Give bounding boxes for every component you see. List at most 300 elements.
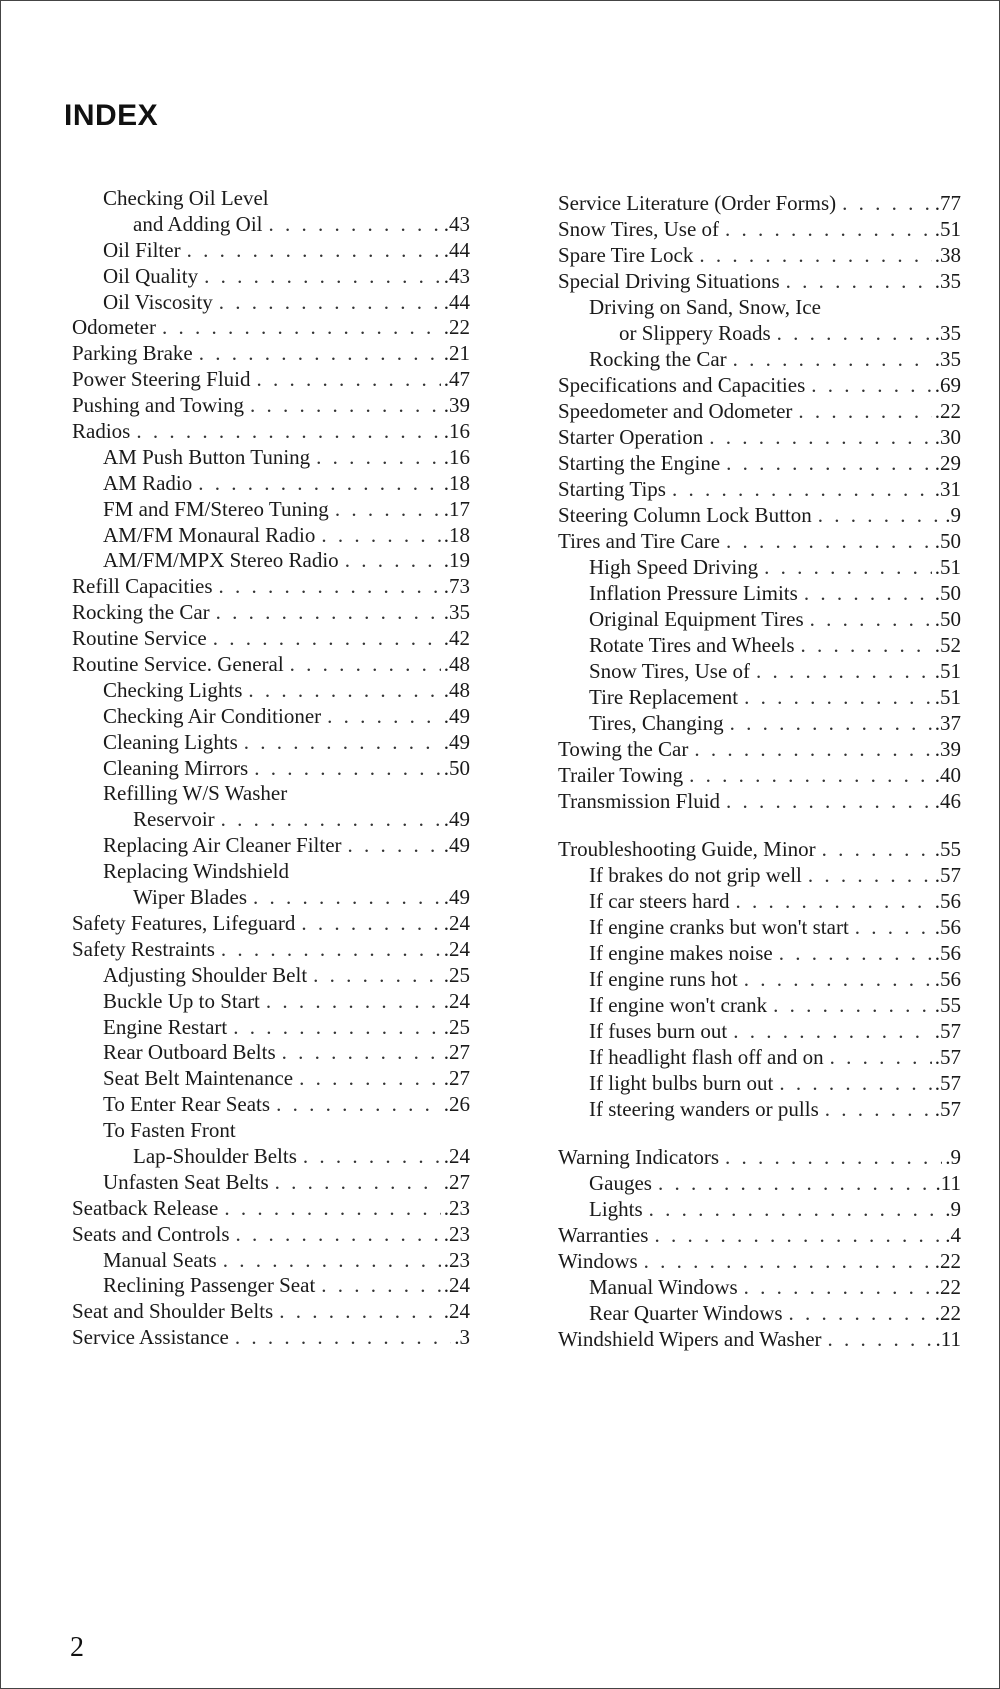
index-entry (558, 1248, 961, 1274)
index-entry (72, 704, 470, 730)
index-entry-page: .57 (934, 1045, 961, 1069)
index-entry-label: Refilling W/S Washer (103, 781, 288, 806)
index-entry (558, 836, 961, 862)
dot-leader (726, 528, 932, 554)
dot-leader (253, 885, 441, 911)
index-entry-label: Rocking the Car (72, 600, 210, 625)
index-entry-page: .50 (443, 755, 470, 780)
index-entry-label: Routine Service. General (72, 652, 284, 677)
index-entry-page: .22 (934, 1275, 961, 1299)
index-entry-label: Checking Oil Level (103, 186, 269, 210)
index-entry-label: Lap-Shoulder Belts (133, 1143, 297, 1168)
index-entry-page: .48 (443, 677, 470, 702)
dot-leader (744, 684, 932, 710)
index-entry (558, 992, 961, 1018)
index-entry (72, 445, 470, 471)
index-entry-page: .51 (934, 217, 961, 241)
index-entry (558, 502, 961, 528)
index-entry-label: Reservoir (133, 807, 215, 832)
index-entry (72, 626, 470, 652)
index-entry-label: Troubleshooting Guide, Minor (558, 837, 816, 861)
index-entry-page: .11 (935, 1327, 961, 1351)
index-entry-page: .55 (934, 993, 961, 1017)
index-entry-page: .25 (443, 1014, 470, 1039)
dot-leader (822, 836, 932, 862)
dot-leader (321, 523, 440, 549)
index-entry (558, 1044, 961, 1070)
index-entry-label: Steering Column Lock Button (558, 503, 812, 527)
index-entry (72, 1222, 470, 1248)
index-entry-page: .40 (934, 763, 961, 787)
index-entry (72, 1196, 470, 1222)
index-entry (558, 1096, 961, 1122)
dot-leader (744, 1274, 932, 1300)
index-entry-label: Special Driving Situations (558, 269, 780, 293)
index-entry-page: .18 (443, 470, 470, 495)
dot-leader (345, 548, 441, 574)
dot-leader (726, 788, 932, 814)
dot-leader (733, 346, 932, 372)
index-entry-page: .22 (934, 1301, 961, 1325)
dot-leader (204, 264, 441, 290)
index-entry-label: Tire Replacement (589, 685, 739, 709)
index-entry (72, 807, 470, 833)
index-entry (72, 574, 470, 600)
index-entry (558, 1274, 961, 1300)
index-entry-label: Snow Tires, Use of (589, 659, 751, 683)
dot-leader (725, 1144, 942, 1170)
index-entry-label: Seat and Shoulder Belts (72, 1299, 274, 1324)
index-entry-label: If light bulbs burn out (589, 1071, 774, 1095)
index-entry-page: .48 (443, 652, 470, 677)
index-entry-label: Spare Tire Lock (558, 243, 694, 267)
index-entry (72, 419, 470, 445)
dot-leader (233, 1015, 441, 1041)
index-entry-label: Adjusting Shoulder Belt (103, 962, 308, 987)
page-number: 2 (70, 1632, 84, 1663)
index-entry-label: If headlight flash off and on (589, 1045, 824, 1069)
dot-leader (257, 367, 441, 393)
index-entry-page: .24 (443, 988, 470, 1013)
index-entry-label: Routine Service (72, 626, 207, 651)
dot-leader (335, 497, 441, 523)
dot-leader (764, 554, 932, 580)
index-entry-page: .30 (934, 425, 961, 449)
index-entry-page: .50 (934, 529, 961, 553)
index-entry (72, 885, 470, 911)
index-entry (558, 606, 961, 632)
index-entry-page: .16 (443, 444, 470, 469)
index-entry-label: Replacing Air Cleaner Filter (103, 833, 342, 858)
index-entry (72, 1170, 470, 1196)
index-entry-label: Wiper Blades (133, 885, 248, 910)
index-entry (72, 523, 470, 549)
dot-leader (235, 1325, 451, 1351)
index-entry-label: Inflation Pressure Limits (589, 581, 798, 605)
index-entry-label: Seats and Controls (72, 1221, 230, 1246)
index-entry (558, 788, 961, 814)
index-entry (558, 424, 961, 450)
index-entry (558, 346, 961, 372)
index-entry-page: .77 (934, 191, 961, 215)
dot-leader (213, 626, 441, 652)
index-entry-label: Pushing and Towing (72, 393, 244, 418)
index-entry (72, 1299, 470, 1325)
index-entry-label: Manual Windows (589, 1275, 738, 1299)
index-entry (72, 238, 470, 264)
index-entry-page: .31 (934, 477, 961, 501)
dot-leader (276, 1092, 441, 1118)
index-entry-page: .35 (934, 347, 961, 371)
index-entry (72, 341, 470, 367)
index-entry (72, 1144, 470, 1170)
dot-leader (801, 632, 932, 658)
index-entry-page: .19 (443, 548, 470, 573)
dot-leader (644, 1248, 932, 1274)
index-entry (72, 600, 470, 626)
index-entry-label: Starting Tips (558, 477, 666, 501)
index-entry-page: .55 (934, 837, 961, 861)
index-entry (558, 888, 961, 914)
index-entry (72, 290, 470, 316)
index-entry (558, 580, 961, 606)
index-entry (558, 658, 961, 684)
dot-leader (830, 1044, 932, 1070)
index-entry (72, 1040, 470, 1066)
index-entry-page: .35 (934, 269, 961, 293)
dot-leader (786, 268, 932, 294)
index-entry-page: .73 (443, 574, 470, 599)
index-entry-label: Lights (589, 1197, 643, 1221)
dot-leader (672, 476, 932, 502)
section-gap (558, 1122, 961, 1144)
index-entry-page: .57 (934, 863, 961, 887)
dot-leader (199, 341, 441, 367)
dot-leader (221, 937, 441, 963)
dot-leader (198, 471, 441, 497)
index-entry-label: Warranties (558, 1223, 649, 1247)
dot-leader (808, 862, 932, 888)
index-entry (558, 216, 961, 242)
index-entry (72, 859, 470, 885)
dot-leader (224, 1196, 440, 1222)
dot-leader (136, 419, 440, 445)
index-entry-page: .49 (443, 703, 470, 728)
index-entry-page: .37 (934, 711, 961, 735)
index-entry-label: Odometer (72, 315, 156, 340)
dot-leader (736, 888, 932, 914)
dot-leader (216, 600, 441, 626)
dot-leader (244, 730, 441, 756)
index-entry-label: Starter Operation (558, 425, 704, 449)
index-entry-label: If engine makes noise (589, 941, 773, 965)
index-entry-page: .51 (934, 555, 961, 579)
index-entry-page: .21 (443, 341, 470, 366)
index-entry-page: .9 (945, 1145, 961, 1169)
index-entry (72, 1118, 470, 1144)
index-entry (558, 528, 961, 554)
index-entry-label: Warning Indicators (558, 1145, 720, 1169)
index-entry-label: Safety Features, Lifeguard (72, 910, 296, 935)
index-entry-label: Gauges (589, 1171, 652, 1195)
dot-leader (842, 190, 932, 216)
index-entry-label: Refill Capacities (72, 574, 213, 599)
index-entry-page: .44 (443, 237, 470, 262)
dot-leader (777, 320, 932, 346)
dot-leader (236, 1222, 441, 1248)
index-column-right (558, 190, 961, 1352)
index-entry-label: AM Push Button Tuning (103, 444, 311, 469)
index-entry-page: .3 (454, 1325, 470, 1350)
dot-leader (709, 424, 932, 450)
index-entry-label: Speedometer and Odometer (558, 399, 793, 423)
index-entry-label: Service Assistance (72, 1325, 229, 1350)
dot-leader (187, 238, 441, 264)
dot-leader (248, 678, 440, 704)
index-entry-page: .24 (443, 1143, 470, 1168)
index-entry-label: Service Literature (Order Forms) (558, 191, 837, 215)
index-entry-page: .11 (935, 1171, 961, 1195)
index-entry-label: Driving on Sand, Snow, Ice (589, 295, 821, 319)
index-entry-page: .39 (443, 393, 470, 418)
index-entry-label: If car steers hard (589, 889, 730, 913)
dot-leader (658, 1170, 933, 1196)
dot-leader (279, 1299, 441, 1325)
index-entry-page: .56 (934, 941, 961, 965)
index-entry-label: Rear Outboard Belts (103, 1040, 276, 1065)
index-entry-label: Towing the Car (558, 737, 689, 761)
index-entry (72, 911, 470, 937)
index-entry-label: Tires and Tire Care (558, 529, 720, 553)
index-entry-label: Buckle Up to Start (103, 988, 260, 1013)
index-entry (72, 186, 470, 212)
index-entry-label: Trailer Towing (558, 763, 684, 787)
index-entry-page: .27 (443, 1169, 470, 1194)
index-entry (72, 548, 470, 574)
dot-leader (266, 989, 441, 1015)
index-entry-label: Checking Air Conditioner (103, 703, 322, 728)
index-entry (72, 497, 470, 523)
page-title: INDEX (64, 99, 159, 132)
dot-leader (316, 445, 441, 471)
dot-leader (348, 833, 441, 859)
index-entry (72, 264, 470, 290)
index-entry-page: .49 (443, 729, 470, 754)
index-entry (558, 372, 961, 398)
index-entry-page: .51 (934, 685, 961, 709)
index-entry-page: .42 (443, 626, 470, 651)
dot-leader (299, 1066, 441, 1092)
index-entry (72, 315, 470, 341)
dot-leader (219, 574, 441, 600)
index-entry-page: .9 (945, 1197, 961, 1221)
dot-leader (818, 502, 943, 528)
index-entry (72, 471, 470, 497)
index-column-left (72, 186, 470, 1351)
index-entry-page: .47 (443, 367, 470, 392)
dot-leader (250, 393, 441, 419)
index-entry-label: Oil Filter (103, 237, 181, 262)
index-entry-label: FM and FM/Stereo Tuning (103, 496, 329, 521)
index-entry-label: If steering wanders or pulls (589, 1097, 819, 1121)
index-entry-label: High Speed Driving (589, 555, 759, 579)
index-entry-label: If engine cranks but won't start (589, 915, 849, 939)
index-entry-label: If engine runs hot (589, 967, 738, 991)
index-entry (558, 632, 961, 658)
dot-leader (313, 963, 441, 989)
dot-leader (162, 315, 441, 341)
index-entry (558, 190, 961, 216)
dot-leader (219, 290, 441, 316)
index-entry-label: Windows (558, 1249, 638, 1273)
index-entry (72, 1273, 470, 1299)
index-entry-page: .17 (443, 496, 470, 521)
dot-leader (282, 1040, 441, 1066)
index-entry (558, 398, 961, 424)
index-entry (558, 914, 961, 940)
index-entry-label: AM/FM Monaural Radio (103, 522, 316, 547)
dot-leader (733, 1018, 932, 1044)
dot-leader (756, 658, 932, 684)
index-entry (558, 294, 961, 320)
index-entry-label: Oil Viscosity (103, 289, 213, 314)
index-entry-label: Manual Seats (103, 1247, 217, 1272)
index-entry-label: Rocking the Car (589, 347, 727, 371)
index-entry-page: .35 (934, 321, 961, 345)
index-entry-label: Tires, Changing (589, 711, 724, 735)
dot-leader (275, 1170, 441, 1196)
index-entry-page: .23 (443, 1195, 470, 1220)
index-entry (558, 966, 961, 992)
index-entry-page: .44 (443, 289, 470, 314)
index-entry (72, 1325, 470, 1351)
index-entry-label: If fuses burn out (589, 1019, 728, 1043)
index-entry-label: Unfasten Seat Belts (103, 1169, 269, 1194)
dot-leader (254, 756, 441, 782)
index-entry-page: .46 (934, 789, 961, 813)
index-entry (72, 730, 470, 756)
index-entry (558, 710, 961, 736)
index-entry-page: .9 (945, 503, 961, 527)
index-entry (558, 450, 961, 476)
index-entry-page: .52 (934, 633, 961, 657)
index-entry-label: If brakes do not grip well (589, 863, 802, 887)
dot-leader (321, 1273, 440, 1299)
index-entry (558, 320, 961, 346)
index-entry-page: .49 (443, 833, 470, 858)
index-entry (72, 393, 470, 419)
index-entry-page: .57 (934, 1071, 961, 1095)
index-entry (72, 989, 470, 1015)
index-entry-label: To Enter Rear Seats (103, 1092, 271, 1117)
index-entry (558, 1018, 961, 1044)
index-entry-page: .39 (934, 737, 961, 761)
index-entry-page: .25 (443, 962, 470, 987)
index-entry-label: Engine Restart (103, 1014, 228, 1039)
index-entry-page: .56 (934, 889, 961, 913)
index-entry (558, 940, 961, 966)
index-entry-label: Seat Belt Maintenance (103, 1066, 294, 1091)
index-entry (558, 1144, 961, 1170)
index-entry (558, 684, 961, 710)
index-entry-page: .35 (443, 600, 470, 625)
index-entry (558, 1196, 961, 1222)
index-entry-label: Parking Brake (72, 341, 193, 366)
index-entry (72, 756, 470, 782)
dot-leader (699, 242, 931, 268)
index-entry-label: AM Radio (103, 470, 193, 495)
index-entry (558, 736, 961, 762)
index-entry (558, 1300, 961, 1326)
dot-leader (828, 1326, 933, 1352)
index-entry-label: or Slippery Roads (619, 321, 771, 345)
index-entry (558, 268, 961, 294)
dot-leader (290, 652, 441, 678)
index-entry-label: Rotate Tires and Wheels (589, 633, 795, 657)
dot-leader (654, 1222, 942, 1248)
index-entry (72, 652, 470, 678)
index-entry-page: .50 (934, 581, 961, 605)
index-entry-page: .69 (934, 373, 961, 397)
index-entry (72, 833, 470, 859)
index-entry-label: If engine won't crank (589, 993, 768, 1017)
index-entry (558, 1326, 961, 1352)
dot-leader (327, 704, 441, 730)
index-entry-label: Original Equipment Tires (589, 607, 804, 631)
index-entry-page: .23 (443, 1247, 470, 1272)
index-entry (558, 1070, 961, 1096)
index-entry (558, 862, 961, 888)
index-entry-label: Seatback Release (72, 1195, 219, 1220)
index-entry-label: Starting the Engine (558, 451, 721, 475)
index-entry-label: Rear Quarter Windows (589, 1301, 783, 1325)
index-entry-page: .22 (934, 1249, 961, 1273)
index-entry-page: .23 (443, 1221, 470, 1246)
index-entry-label: Safety Restraints (72, 936, 215, 961)
index-entry-label: Transmission Fluid (558, 789, 721, 813)
dot-leader (779, 1070, 931, 1096)
dot-leader (798, 398, 931, 424)
dot-leader (744, 966, 932, 992)
index-entry-label: Radios (72, 419, 131, 444)
index-entry-page: .26 (443, 1092, 470, 1117)
index-entry (72, 963, 470, 989)
section-gap (558, 814, 961, 836)
index-entry (558, 1170, 961, 1196)
dot-leader (730, 710, 932, 736)
dot-leader (726, 450, 932, 476)
index-entry-label: Reclining Passenger Seat (103, 1273, 316, 1298)
index-entry-label: To Fasten Front (103, 1118, 236, 1143)
index-entry-label: Cleaning Lights (103, 729, 238, 754)
index-entry-page: .4 (945, 1223, 961, 1247)
index-entry-page: .56 (934, 915, 961, 939)
index-entry-page: .43 (443, 263, 470, 288)
index-entry-label: Cleaning Mirrors (103, 755, 249, 780)
index-entry-page: .24 (443, 1273, 470, 1298)
dot-leader (725, 216, 932, 242)
dot-leader (269, 212, 441, 238)
index-entry-label: Replacing Windshield (103, 859, 289, 884)
dot-leader (825, 1096, 932, 1122)
index-entry (558, 242, 961, 268)
index-entry (558, 1222, 961, 1248)
index-entry-page: .22 (934, 399, 961, 423)
index-entry-label: Power Steering Fluid (72, 367, 251, 392)
dot-leader (694, 736, 931, 762)
dot-leader (804, 580, 932, 606)
index-entry-label: and Adding Oil (133, 211, 263, 236)
